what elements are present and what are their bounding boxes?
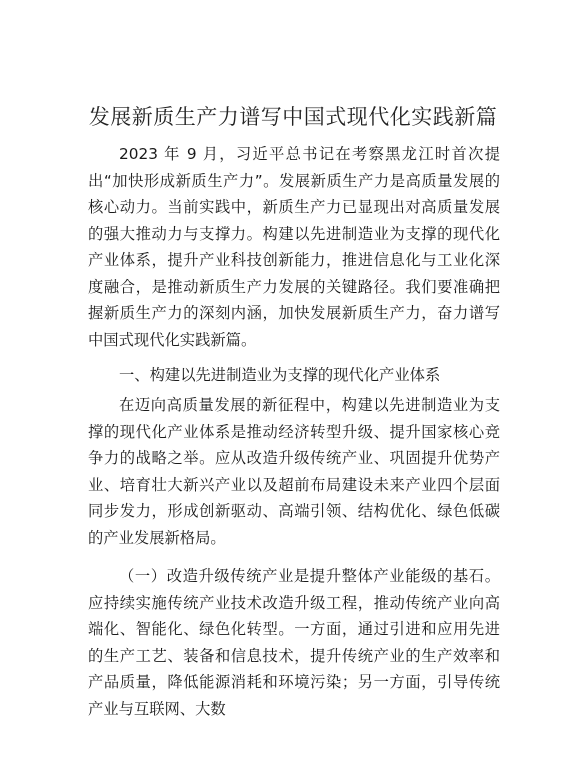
section-paragraph-block-2 bbox=[88, 563, 500, 722]
section-paragraph: 在迈向高质量发展的新征程中，构建以先进制造业为支撑的现代化产业体系是推动经济转型升级、提升国家核心竞争力的战略之举。应从改造升级传统产业、巩固提升优势产业、培育壮大新兴产业以及超前布局建设未来产业四个层面同步发力，形成创新驱动、高端引领、结构优化、绿色低碳的产业发展新格局。 bbox=[88, 396, 500, 547]
section-heading-block bbox=[88, 362, 500, 389]
subsection-paragraph: （一）改造升级传统产业是提升整体产业能级的基石。应持续实施传统产业技术改造升级工程，推动传统产业向高端化、智能化、绿色化转型。一方面，通过引进和应用先进的生产工艺、装备和信息技术，提升传统产业的生产效率和产品质量，降低能源消耗和环境污染；另一方面，引导传统产业与互联网、大数 bbox=[88, 567, 500, 718]
section-heading: 一、构建以先进制造业为支撑的现代化产业体系 bbox=[119, 366, 441, 384]
intro-paragraph: 2023 年 9 月，习近平总书记在考察黑龙江时首次提出“加快形成新质生产力”。发展新质生产力是高质量发展的核心动力。当前实践中，新质生产力已显现出对高质量发展的强大推动力与支撑力。构建以先进制造业为支撑的现代化产业体系，提升产业科技创新能力，推进信息化与工业化深度融合，是推动新质生产力发展的关键路径。我们要准确把握新质生产力的深刻内涵，加快发展新质生产力，奋力谱写中国式现代化实践新篇。 bbox=[88, 145, 500, 349]
document-title: 发展新质生产力谱写中国式现代化实践新篇 bbox=[88, 105, 498, 129]
intro-paragraph-block bbox=[88, 141, 500, 353]
section-paragraph-block-1 bbox=[88, 392, 500, 551]
